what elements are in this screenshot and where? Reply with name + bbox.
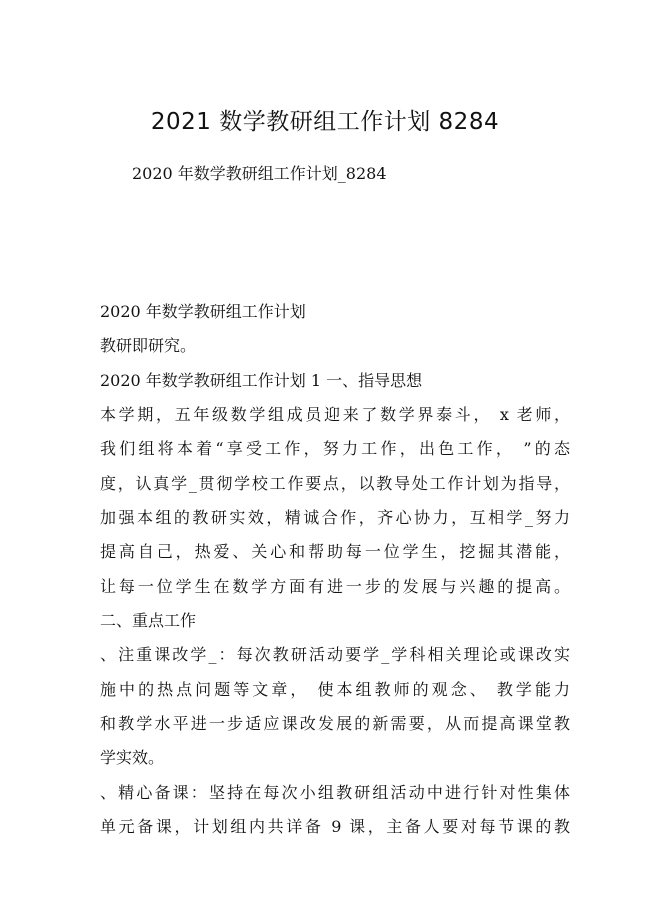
body-line: 本学期，五年级数学组成员迎来了数学界泰斗， x 老师， <box>100 405 570 425</box>
document-subtitle: 2020 年数学教研组工作计划_8284 <box>132 164 387 183</box>
body-line: 让每一位学生在数学方面有进一步的发展与兴趣的提高。 <box>100 576 570 596</box>
body-line: 单元备课，计划组内共详备 9 课，主备人要对每节课的教 <box>100 817 570 837</box>
body-line: 2020 年数学教研组工作计划 1 一、指导思想 <box>100 370 423 390</box>
body-line: 2020 年数学教研组工作计划 <box>100 302 306 321</box>
body-line: 提高自己，热爱、关心和帮助每一位学生，挖掘其潜能， <box>100 542 570 562</box>
body-line: 、注重课改学_：每次教研活动要学_学科相关理论或课改实 <box>100 645 570 665</box>
section-heading: 二、重点工作 <box>100 611 197 631</box>
body-line: 教研即研究。 <box>100 336 197 356</box>
body-line: 学实效。 <box>100 748 165 768</box>
body-line: 度，认真学_贯彻学校工作要点，以教导处工作计划为指导， <box>100 473 570 493</box>
document-title: 2021 数学教研组工作计划 8284 <box>150 109 500 135</box>
body-line: 、精心备课：坚持在每次小组教研组活动中进行针对性集体 <box>100 782 570 802</box>
document-body <box>100 295 570 845</box>
body-line: 我们组将本着“享受工作，努力工作，出色工作， ”的态 <box>100 439 570 459</box>
body-line: 加强本组的教研实效，精诚合作，齐心协力，互相学_努力 <box>100 508 570 528</box>
body-line: 施中的热点问题等文章， 使本组教师的观念、 教学能力 <box>100 679 570 699</box>
body-line: 和教学水平进一步适应课改发展的新需要，从而提高课堂教 <box>100 714 570 734</box>
